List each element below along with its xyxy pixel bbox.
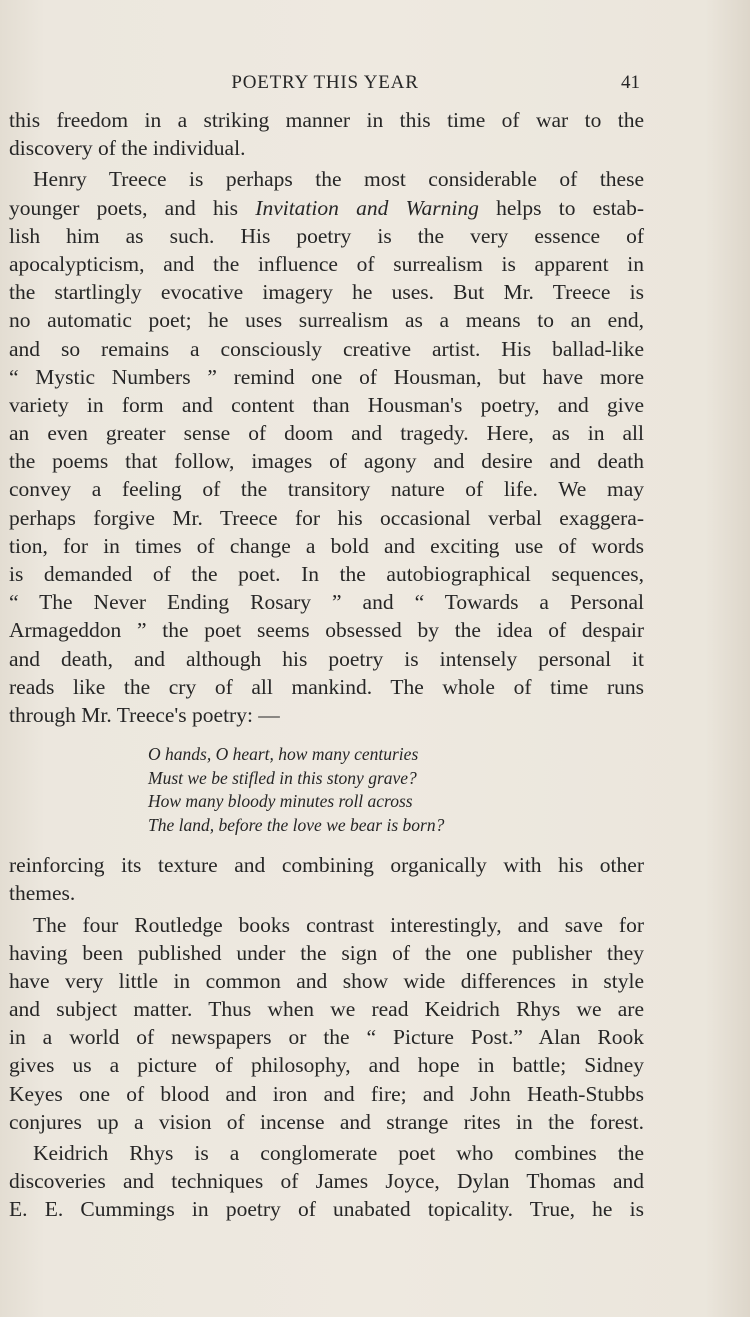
text-run: helps to estab- [478, 195, 645, 220]
text-line: having been published under the sign of the one publisher they [9, 940, 644, 965]
running-head: POETRY THIS YEAR [231, 72, 419, 93]
verse-line: Must we be stifled in this stony grave? [148, 767, 417, 788]
paragraph-treece [9, 165, 644, 729]
text-line: The four Routledge books contrast interestingly, and save for [33, 912, 644, 937]
text-line: convey a feeling of the transitory nature of life. We may [9, 477, 644, 502]
text-line: variety in form and content than Housman's poetry, and give [9, 392, 644, 417]
verse-line: O hands, O heart, how many centuries [148, 744, 419, 765]
text-line: is demanded of the poet. In the autobiographical sequences, [9, 562, 644, 586]
text-line: discovery of the individual. [9, 136, 246, 161]
text-line: and subject matter. Thus when we read Keidrich Rhys we are [9, 997, 644, 1022]
text-line: the poems that follow, images of agony and desire and death [9, 449, 644, 474]
paragraph-rhys [9, 1139, 644, 1224]
text-line: tion, for in times of change a bold and exciting use of words [9, 533, 644, 558]
body-text [9, 106, 644, 1224]
text-line: Keidrich Rhys is a conglomerate poet who combines the [33, 1141, 644, 1165]
text-line: “ The Never Ending Rosary ” and “ Towards a Personal [9, 590, 644, 615]
verse-line: The land, before the love we bear is born? [148, 814, 445, 835]
text-line: discoveries and techniques of James Joyce, Dylan Thomas and [9, 1169, 644, 1194]
text-line: Keyes one of blood and iron and fire; and John Heath-Stubbs [9, 1081, 644, 1106]
text-line: perhaps forgive Mr. Treece for his occasional verbal exaggera- [9, 505, 644, 530]
text-line: E. E. Cummings in poetry of unabated topicality. True, he is [9, 1197, 644, 1222]
text-line: reads like the cry of all mankind. The whole of time runs [9, 674, 644, 699]
text-line: reinforcing its texture and combining organically with his other [9, 853, 644, 878]
paragraph-routledge [9, 911, 644, 1137]
page-header [0, 72, 750, 100]
text-line [9, 194, 644, 222]
text-line: and death, and although his poetry is intensely personal it [9, 646, 644, 671]
text-line: an even greater sense of doom and tragedy. Here, as in all [9, 421, 644, 446]
text-line: Henry Treece is perhaps the most considerable of these [33, 167, 644, 192]
text-line: no automatic poet; he uses surrealism as a means to an end, [9, 308, 644, 333]
text-line: the startlingly evocative imagery he uses. But Mr. Treece is [9, 280, 644, 305]
paragraph-continuation [9, 106, 644, 162]
verse-quotation [148, 743, 644, 837]
text-line: apocalypticism, and the influence of surrealism is apparent in [9, 251, 644, 276]
text-line: in a world of newspapers or the “ Picture Post.” Alan Rook [9, 1025, 644, 1050]
text-line: through Mr. Treece's poetry: — [9, 702, 280, 727]
page-number: 41 [621, 72, 640, 93]
text-line: gives us a picture of philosophy, and hope in battle; Sidney [9, 1053, 644, 1078]
book-title: Invitation and Warning [255, 195, 479, 220]
text-line: conjures up a vision of incense and strange rites in the forest. [9, 1109, 644, 1134]
verse-line: How many bloody minutes roll across [148, 791, 413, 812]
text-line: themes. [9, 881, 76, 906]
paragraph-after-verse [9, 851, 644, 907]
text-line: “ Mystic Numbers ” remind one of Housman, but have more [9, 364, 644, 389]
text-run: younger poets, and his [9, 195, 256, 220]
text-line: lish him as such. His poetry is the very essence of [9, 223, 644, 248]
text-line: Armageddon ” the poet seems obsessed by the idea of despair [9, 618, 644, 643]
text-line: have very little in common and show wide differences in style [9, 968, 644, 993]
text-line: this freedom in a striking manner in this time of war to the [9, 108, 644, 132]
text-line: and so remains a consciously creative artist. His ballad-like [9, 336, 644, 361]
